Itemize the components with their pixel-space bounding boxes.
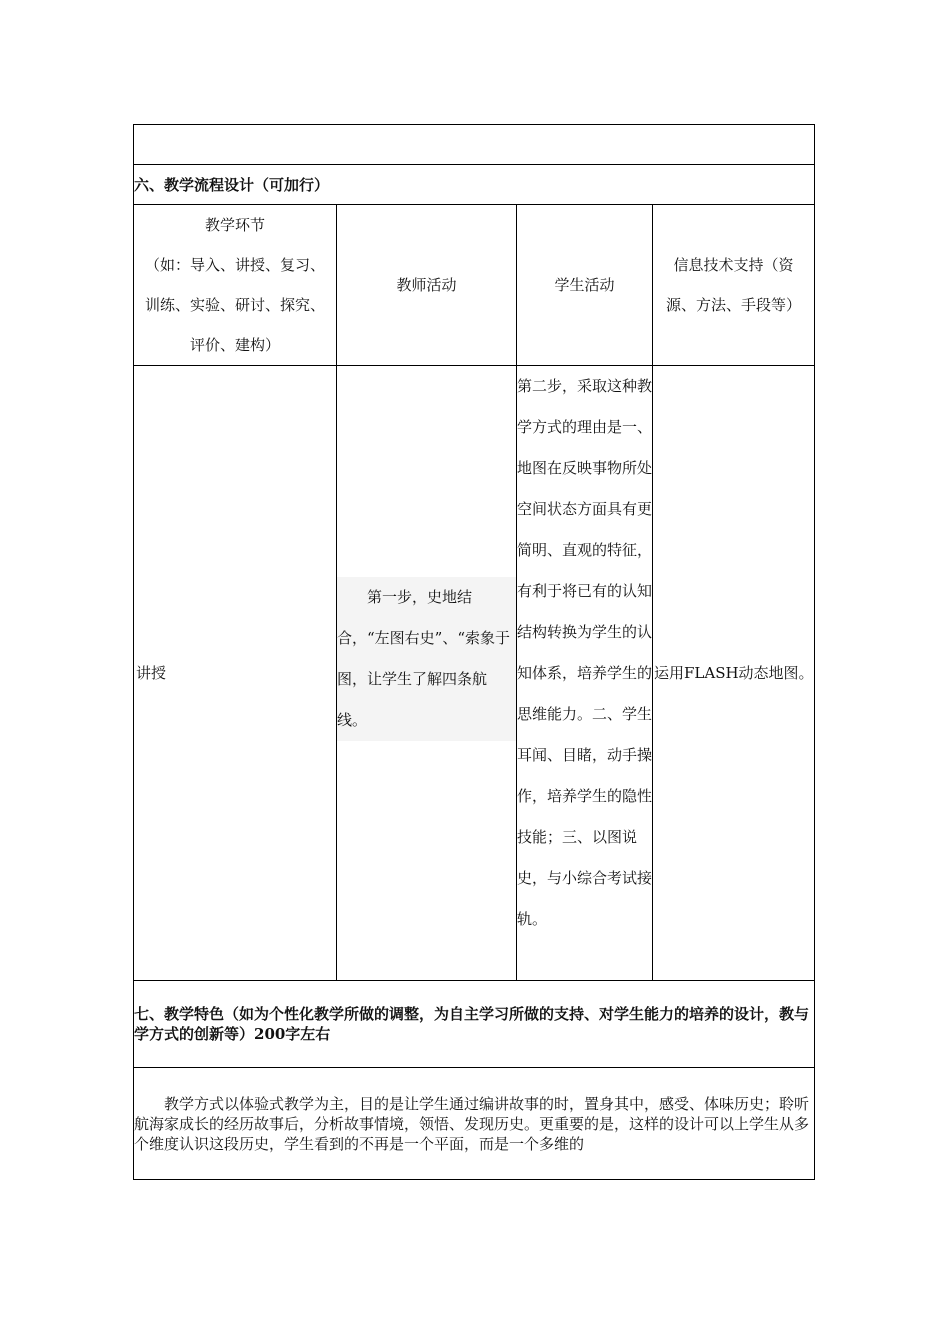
- cell-phase: 讲授: [134, 366, 337, 981]
- header-teacher-activity: 教师活动: [337, 205, 517, 366]
- table-row: [134, 366, 815, 981]
- feature-text: 教学方式以体验式教学为主，目的是让学生通过编讲故事的时，置身其中，感受、体味历史；聆听航海家成长的经历故事后，分析故事情境，领悟、发现历史。更重要的是，这样的设计可以上学生从多个维度认识这段历史，学生看到的不再是一个平面，而是一个多维的: [134, 1068, 815, 1180]
- header-it-support: [653, 205, 815, 366]
- feature-text-row: [134, 1068, 815, 1180]
- cell-it-support: 运用FLASH动态地图。: [653, 366, 815, 981]
- section-six-title: 六、教学流程设计（可加行）: [134, 165, 815, 205]
- header-tech-line-2: 源、方法、手段等）: [665, 296, 801, 314]
- empty-row: [134, 125, 815, 165]
- teacher-activity-text: 第一步，史地结合，“左图右史”、“索象于图，让学生了解四条航线。: [337, 577, 516, 741]
- empty-cell: [134, 125, 815, 165]
- header-phase-line-4: 评价、建构）: [189, 336, 280, 354]
- header-tech-line-1: 信息技术支持（资: [673, 256, 794, 274]
- section-six-row: [134, 165, 815, 205]
- lesson-plan-table: [133, 124, 815, 1180]
- section-seven-row: [134, 981, 815, 1068]
- header-teaching-phase: [134, 205, 337, 366]
- cell-teacher-activity: [337, 366, 517, 981]
- section-seven-title: 七、教学特色（如为个性化教学所做的调整，为自主学习所做的支持、对学生能力的培养的设计，教与学方式的创新等）200字左右: [134, 981, 815, 1068]
- header-phase-line-2: （如：导入、讲授、复习、: [144, 256, 325, 274]
- cell-student-activity: 第二步，采取这种教学方式的理由是一、地图在反映事物所处空间状态方面具有更简明、直观的特征，有利于将已有的认知结构转换为学生的认知体系，培养学生的思维能力。二、学生耳闻、目睹，动手操作，培养学生的隐性技能；三、以图说史，与小综合考试接轨。: [517, 366, 653, 981]
- table-header-row: [134, 205, 815, 366]
- header-student-activity: 学生活动: [517, 205, 653, 366]
- header-phase-line-1: 教学环节: [204, 216, 265, 234]
- header-phase-line-3: 训练、实验、研讨、探究、: [144, 296, 325, 314]
